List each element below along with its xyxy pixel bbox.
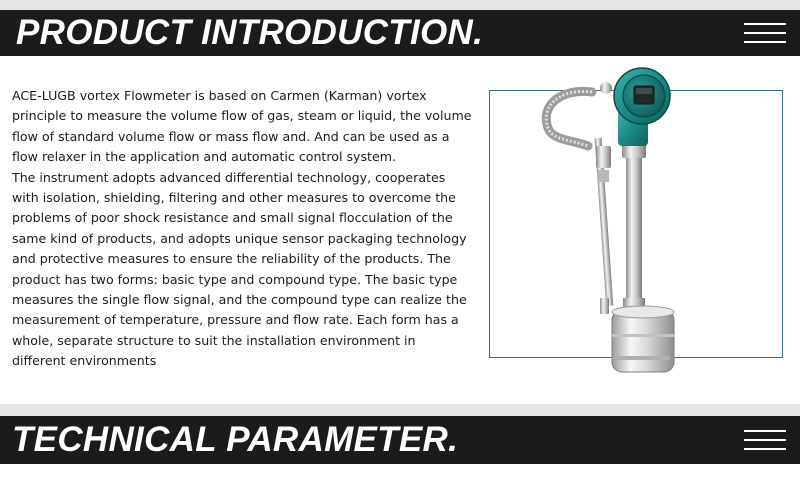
menu-line-2 bbox=[744, 32, 786, 34]
intro-paragraph-2: The instrument adopts advanced differential technology, cooperates with isolation, shielding, filtering and other measures to overcome the problems of poor shock resistance and small signal flocculation of the same kind of products, and adopts unique sensor packaging technology and protective measures to ensure the reliability of the products. The product has two forms: basic type and compound type. The basic type measures the single flow signal, and the compound type can realize the measurement of temperature, pressure and flow rate. Each form has a whole, separate structure to suit the installation environment in different environments bbox=[12, 169, 467, 369]
section-title-introduction: PRODUCT INTRODUCTION. bbox=[16, 13, 484, 52]
conduit-hose bbox=[546, 91, 592, 146]
intro-paragraph-1: ACE-LUGB vortex Flowmeter is based on Carmen (Karman) vortex principle to measure the volume flow of gas, steam or liquid, the volume flow of standard volume flow or mass flow and. And can be used as a flow relaxer in the application and automatic control system. bbox=[12, 88, 472, 165]
menu-line-3 bbox=[744, 448, 786, 450]
hamburger-menu-icon[interactable] bbox=[744, 23, 786, 43]
section-title-parameters: TECHNICAL PARAMETER. bbox=[12, 420, 459, 459]
technical-parameter-header bbox=[0, 416, 800, 464]
intro-text bbox=[12, 86, 472, 372]
main-stem bbox=[626, 148, 642, 306]
middle-band bbox=[0, 404, 800, 416]
menu-line-2 bbox=[744, 439, 786, 441]
tube-fitting bbox=[596, 146, 611, 168]
menu-line-3 bbox=[744, 41, 786, 43]
vortex-flowmeter-image bbox=[530, 66, 710, 378]
menu-line-1 bbox=[744, 23, 786, 25]
hamburger-menu-icon[interactable] bbox=[744, 430, 786, 450]
sensor-body bbox=[612, 310, 674, 372]
menu-line-1 bbox=[744, 430, 786, 432]
top-band bbox=[0, 0, 800, 10]
product-introduction-header bbox=[0, 10, 800, 56]
